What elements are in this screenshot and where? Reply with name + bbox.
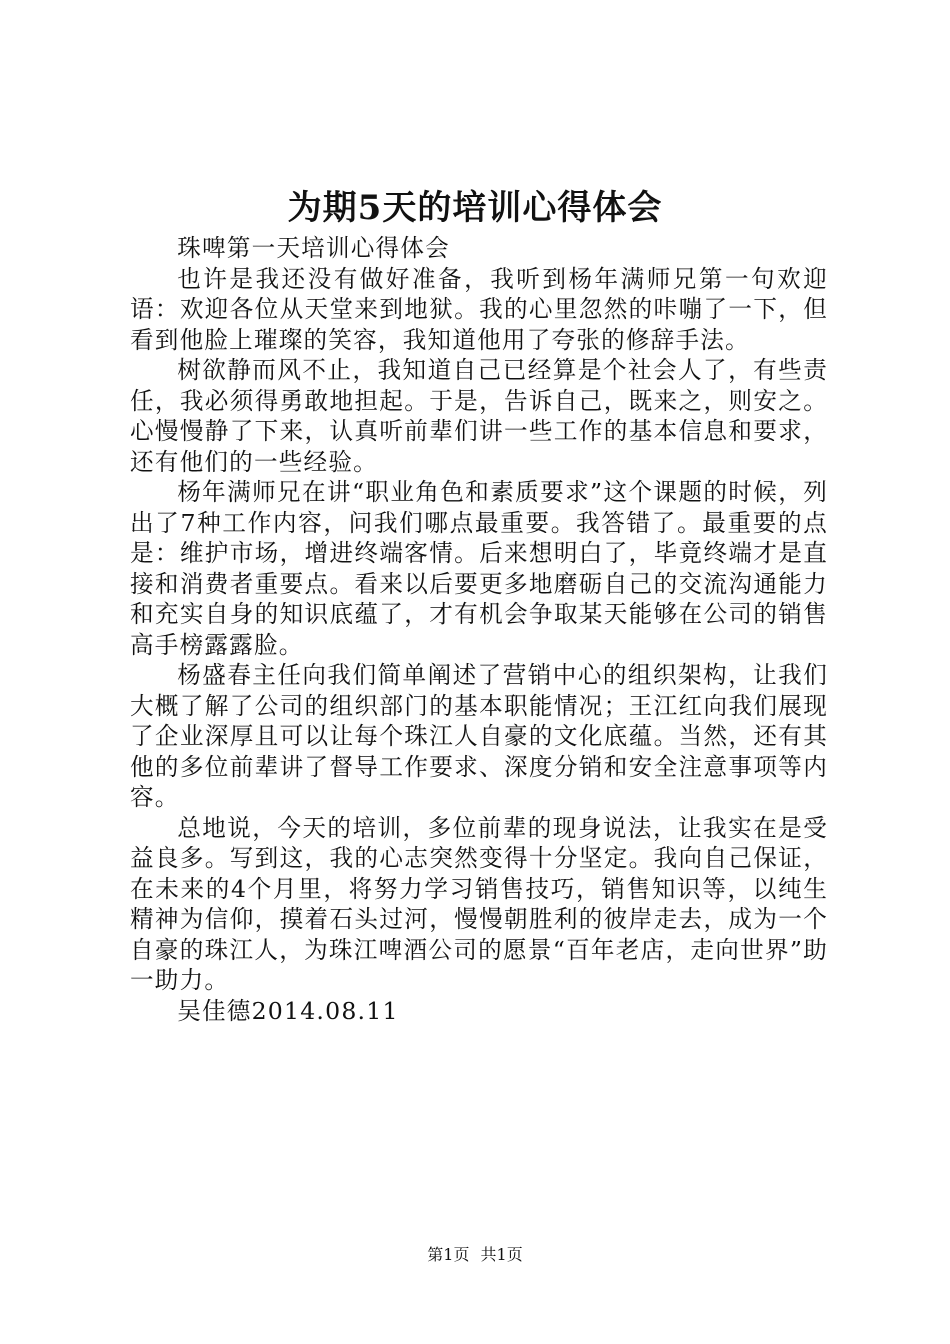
page-footer: [0, 1243, 950, 1267]
document-title: 为期5天的培训心得体会: [287, 188, 663, 228]
body-paragraph: 也许是我还没有做好准备，我听到杨年满师兄第一句欢迎语：欢迎各位从天堂来到地狱。我的心里忽然的咔嘣了一下，但看到他脸上璀璨的笑容，我知道他用了夸张的修辞手法。: [130, 264, 828, 354]
body-paragraph: 杨盛春主任向我们简单阐述了营销中心的组织架构，让我们大概了解了公司的组织部门的基本职能情况；王江红向我们展现了企业深厚且可以让每个珠江人自豪的文化底蕴。当然，还有其他的多位前辈讲了督导工作要求、深度分销和安全注意事项等内容。: [130, 661, 828, 811]
body-paragraph: 树欲静而风不止，我知道自己已经算是个社会人了，有些责任，我必须得勇敢地担起。于是，告诉自己，既来之，则安之。心慢慢静了下来，认真听前辈们讲一些工作的基本信息和要求，还有他们的一些经验。: [130, 356, 828, 476]
signature-paragraph: 吴佳德2014.08.11: [177, 996, 399, 1025]
subtitle-paragraph: 珠啤第一天培训心得体会: [177, 234, 450, 262]
body-paragraph: 总地说，今天的培训，多位前辈的现身说法，让我实在是受益良多。写到这，我的心志突然变得十分坚定。我向自己保证，在未来的4个月里，将努力学习销售技巧，销售知识等，以纯生精神为信仰，摸着石头过河，慢慢朝胜利的彼岸走去，成为一个自豪的珠江人，为珠江啤酒公司的愿景“百年老店，走向世界”助一助力。: [130, 813, 828, 994]
page-number: 第1页: [427, 1245, 470, 1264]
page-total: 共1页: [480, 1245, 523, 1264]
body-paragraph: 杨年满师兄在讲“职业角色和素质要求”这个课题的时候，列出了7种工作内容，问我们哪点最重要。我答错了。最重要的点是：维护市场，增进终端客情。后来想明白了，毕竟终端才是直接和消费者重要点。看来以后要更多地磨砺自己的交流沟通能力和充实自身的知识底蕴了，才有机会争取某天能够在公司的销售高手榜露露脸。: [130, 478, 828, 659]
document-body: [130, 233, 828, 1026]
